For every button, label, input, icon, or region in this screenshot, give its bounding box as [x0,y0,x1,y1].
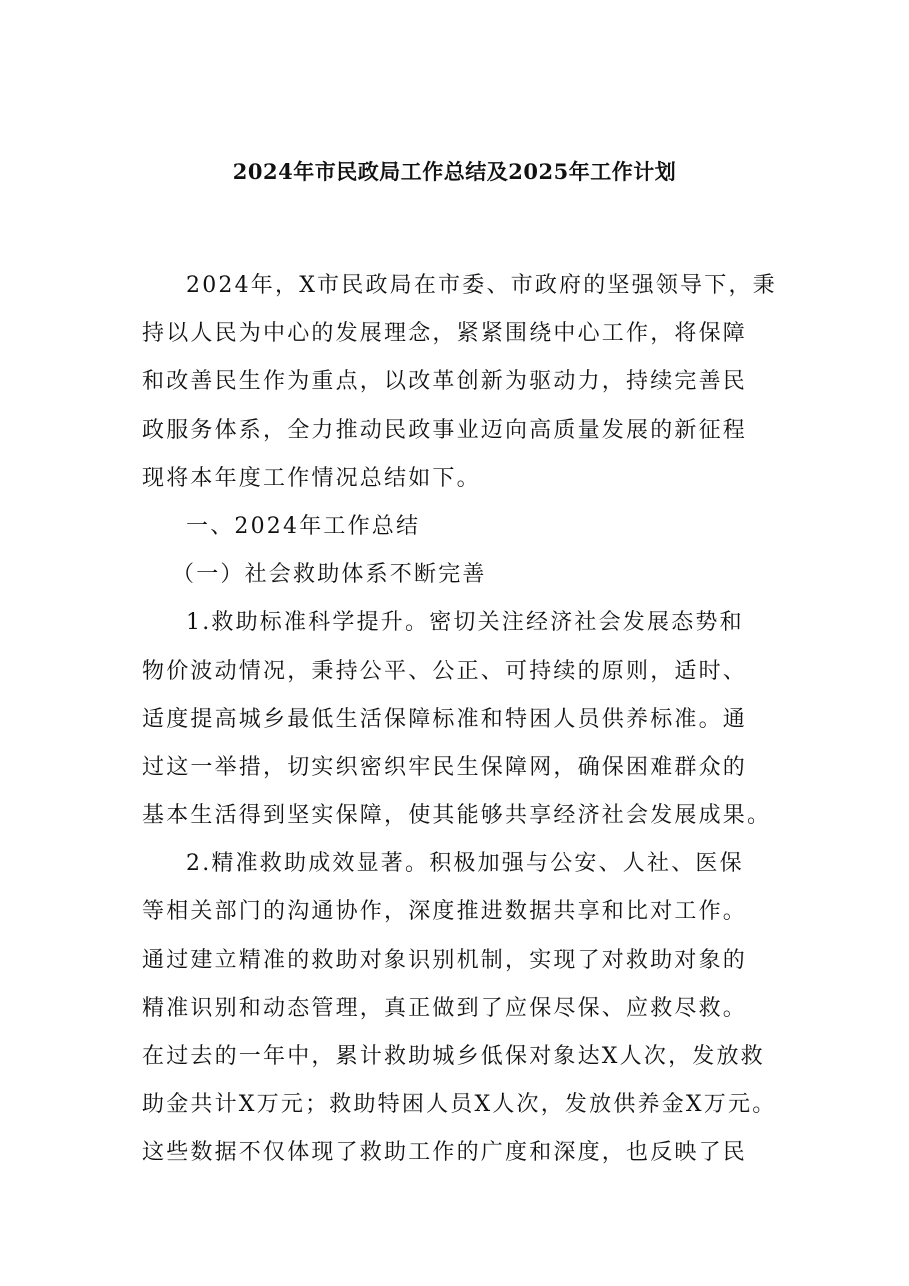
paragraph-line: 和改善民生作为重点，以改革创新为驱动力，持续完善民 [142,369,748,395]
paragraph-line: 助金共计X万元；救助特困人员X人次，发放供养金X万元。 [142,1092,777,1118]
paragraph-line: 1.救助标准科学提升。密切关注经济社会发展态势和 [186,610,744,636]
paragraph-line: 持以人民为中心的发展理念，紧紧围绕中心工作，将保障 [142,321,748,347]
paragraph-line: 基本生活得到坚实保障，使其能够共享经济社会发展成果。 [142,803,772,829]
section-heading: 一、2024年工作总结 [186,513,421,539]
paragraph-line: 物价波动情况，秉持公平、公正、可持续的原则，适时、 [142,658,748,684]
paragraph-line: 2.精准救助成效显著。积极加强与公安、人社、医保 [186,851,744,877]
paragraph-line: 这些数据不仅体现了救助工作的广度和深度，也反映了民 [142,1140,748,1166]
paragraph-line: 等相关部门的沟通协作，深度推进数据共享和比对工作。 [142,899,748,925]
document-title: 2024年市民政局工作总结及2025年工作计划 [232,159,677,184]
paragraph-line: 精准识别和动态管理，真正做到了应保尽保、应救尽救。 [142,995,748,1021]
paragraph-line: 适度提高城乡最低生活保障标准和特困人员供养标准。通 [142,706,748,732]
paragraph-line: 现将本年度工作情况总结如下。 [142,465,481,491]
subsection-heading: （一）社会救助体系不断完善 [172,562,487,588]
document-body [142,262,792,1178]
paragraph-line: 政服务体系，全力推动民政事业迈向高质量发展的新征程 [142,417,748,443]
paragraph-line: 2024年，X市民政局在市委、市政府的坚强领导下，秉 [186,273,777,298]
paragraph-line: 过这一举措，切实织密织牢民生保障网，确保困难群众的 [142,754,748,780]
paragraph-line: 通过建立精准的救助对象识别机制，实现了对救助对象的 [142,947,748,973]
paragraph-line: 在过去的一年中，累计救助城乡低保对象达X人次，发放救 [142,1044,765,1069]
